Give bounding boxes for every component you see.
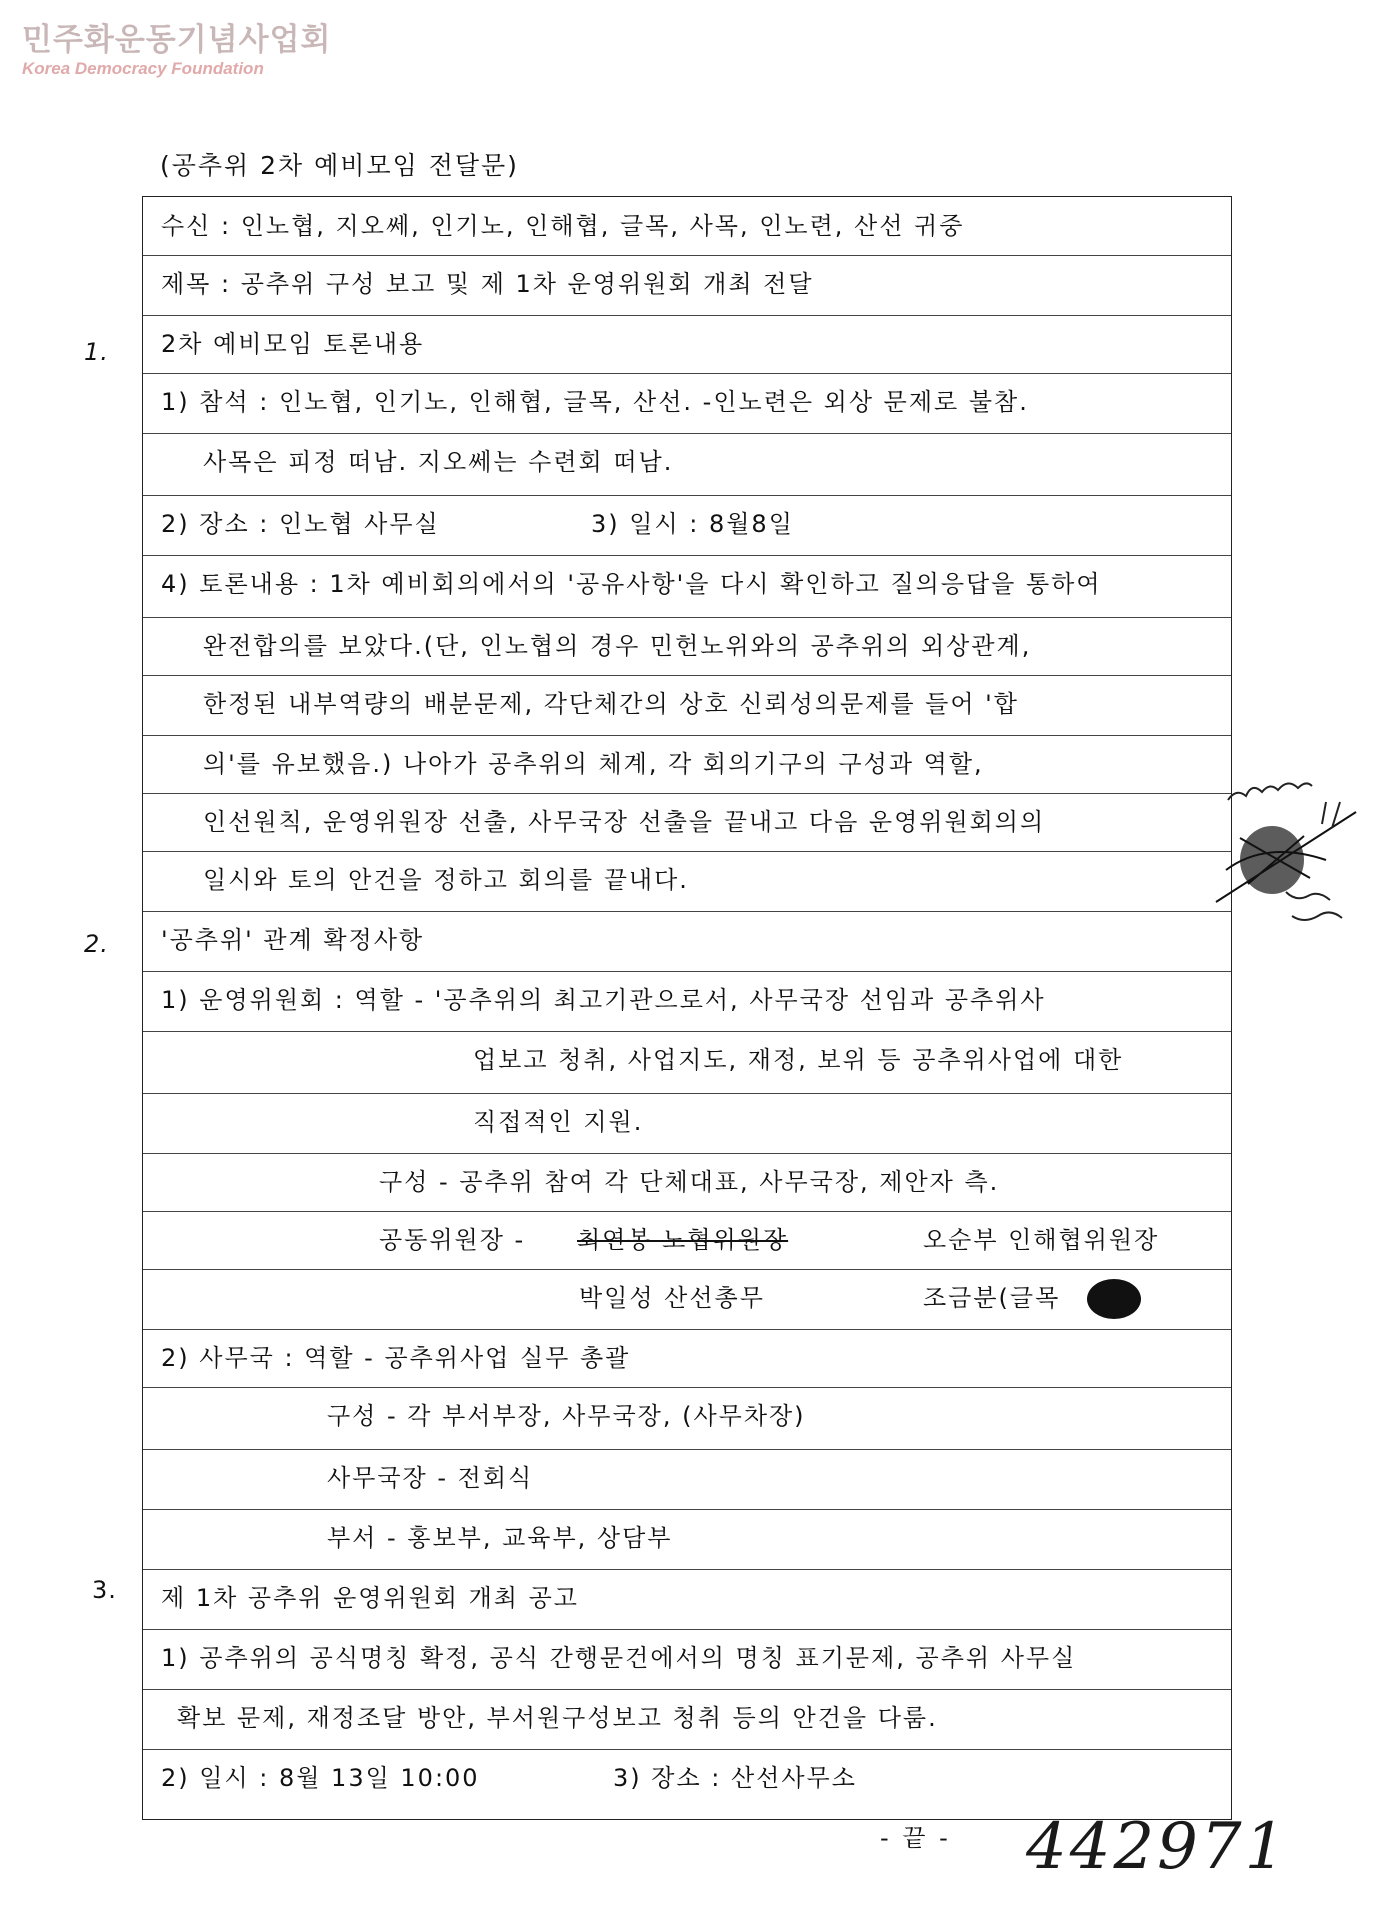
section-3-line <box>143 1749 1231 1807</box>
co-chair-name-2: 박일성 산선총무 <box>579 1284 765 1312</box>
section-1-line-1: 1) 참석 : 인노협, 인기노, 인해협, 글목, 산선. -인노련은 외상 문제로 불참. <box>161 388 1029 416</box>
section-1-line <box>143 495 1231 553</box>
section-2-line <box>143 1509 1231 1567</box>
section-3-number: 3. <box>92 1576 117 1604</box>
section-1-line <box>143 675 1231 733</box>
section-1-line-7: 의'를 유보했음.) 나아가 공추위의 체계, 각 회의기구의 구성과 역할, <box>203 750 984 778</box>
recipients-row <box>143 197 1231 255</box>
section-3-line-1: 1) 공추위의 공식명칭 확정, 공식 간행문건에서의 명칭 표기문제, 공추위 사무실 <box>161 1644 1077 1672</box>
section-1-line <box>143 793 1231 851</box>
section-2-line-2: 업보고 청취, 사업지도, 재정, 보위 등 공추위사업에 대한 <box>473 1046 1124 1074</box>
section-2-line <box>143 1211 1231 1269</box>
section-1-line <box>143 851 1231 909</box>
co-chair-label: 공동위원장 - <box>379 1226 526 1254</box>
section-1-line-8: 인선원칙, 운영위원장 선출, 사무국장 선출을 끝내고 다음 운영위원회의의 <box>203 808 1046 836</box>
section-1-line <box>143 555 1231 613</box>
meeting-place: 3) 장소 : 산선사무소 <box>613 1764 857 1792</box>
meeting-date: 2) 일시 : 8월 13일 10:00 <box>161 1764 480 1792</box>
section-2-line <box>143 971 1231 1029</box>
section-2-title-row <box>143 911 1231 969</box>
section-3-title-row <box>143 1569 1231 1627</box>
section-2-line-10: 부서 - 홍보부, 교육부, 상담부 <box>327 1524 673 1552</box>
section-1-title: 2차 예비모임 토론내용 <box>161 330 425 358</box>
section-2-line <box>143 1449 1231 1507</box>
section-2-line-3: 직접적인 지원. <box>473 1108 644 1136</box>
section-2-line <box>143 1093 1231 1151</box>
logo-english-text: Korea Democracy Foundation <box>22 59 264 78</box>
section-3-line-2: 확보 문제, 재정조달 방안, 부서원구성보고 청취 등의 안건을 다룸. <box>177 1704 938 1732</box>
section-2-line <box>143 1153 1231 1211</box>
section-1-line-4: 4) 토론내용 : 1차 예비회의에서의 '공유사항'을 다시 확인하고 질의응답을 통하여 <box>161 570 1102 598</box>
section-2-line <box>143 1031 1231 1089</box>
ink-blot <box>1087 1279 1141 1319</box>
section-1-line-9: 일시와 토의 안건을 정하고 회의를 끝내다. <box>203 866 689 894</box>
section-1-number: 1. <box>84 338 109 366</box>
section-2-title: '공추위' 관계 확정사항 <box>161 926 425 954</box>
section-2-number: 2. <box>84 930 109 958</box>
section-2-line-7: 2) 사무국 : 역할 - 공추위사업 실무 총괄 <box>161 1344 631 1372</box>
section-2-line-9: 사무국장 - 전회식 <box>327 1464 534 1492</box>
page-number: 442971 <box>1026 1810 1289 1884</box>
section-1-line-5: 완전합의를 보았다.(단, 인노협의 경우 민헌노위와의 공추위의 외상관계, <box>203 632 1032 660</box>
document-header: (공추위 2차 예비모임 전달문) <box>160 151 519 180</box>
section-3-title: 제 1차 공추위 운영위원회 개최 공고 <box>161 1584 579 1612</box>
section-1-line <box>143 735 1231 793</box>
recipients-text: 수신 : 인노협, 지오쎄, 인기노, 인해협, 글목, 사목, 인노련, 산선 귀중 <box>161 212 965 240</box>
subject-row <box>143 255 1231 313</box>
section-2-line-1: 1) 운영위원회 : 역할 - '공추위의 최고기관으로서, 사무국장 선임과 공추위사 <box>161 986 1046 1014</box>
margin-scribble <box>1196 720 1366 940</box>
section-1-line-2: 사목은 피정 떠남. 지오쎄는 수련회 떠남. <box>203 448 674 476</box>
section-1-line <box>143 373 1231 431</box>
ruled-sheet <box>142 196 1232 1820</box>
section-2-line <box>143 1387 1231 1445</box>
end-mark: - 끝 - <box>880 1824 951 1852</box>
section-2-line <box>143 1269 1231 1327</box>
section-1-line-6: 한정된 내부역량의 배분문제, 각단체간의 상호 신뢰성의문제를 들어 '합 <box>203 690 1019 718</box>
section-1-title-row <box>143 315 1231 373</box>
section-1-line <box>143 617 1231 675</box>
foundation-logo <box>22 22 331 80</box>
section-1-place: 2) 장소 : 인노협 사무실 <box>161 510 440 538</box>
section-3-line <box>143 1629 1231 1687</box>
section-2-line <box>143 1329 1231 1387</box>
section-3-line <box>143 1689 1231 1747</box>
section-1-date: 3) 일시 : 8월8일 <box>591 510 794 538</box>
co-chair-name-3: 조금분(글목 <box>923 1284 1061 1312</box>
section-2-line-4: 구성 - 공추위 참여 각 단체대표, 사무국장, 제안자 측. <box>379 1168 1000 1196</box>
subject-text: 제목 : 공추위 구성 보고 및 제 1차 운영위원회 개최 전달 <box>161 270 814 298</box>
logo-korean-text: 민주화운동기념사업회 <box>22 22 332 58</box>
struck-name: 최연봉 노협위원장 <box>577 1226 789 1254</box>
co-chair-name-1: 오순부 인해협위원장 <box>923 1226 1160 1254</box>
section-1-line <box>143 433 1231 491</box>
section-2-line-8: 구성 - 각 부서부장, 사무국장, (사무차장) <box>327 1402 806 1430</box>
